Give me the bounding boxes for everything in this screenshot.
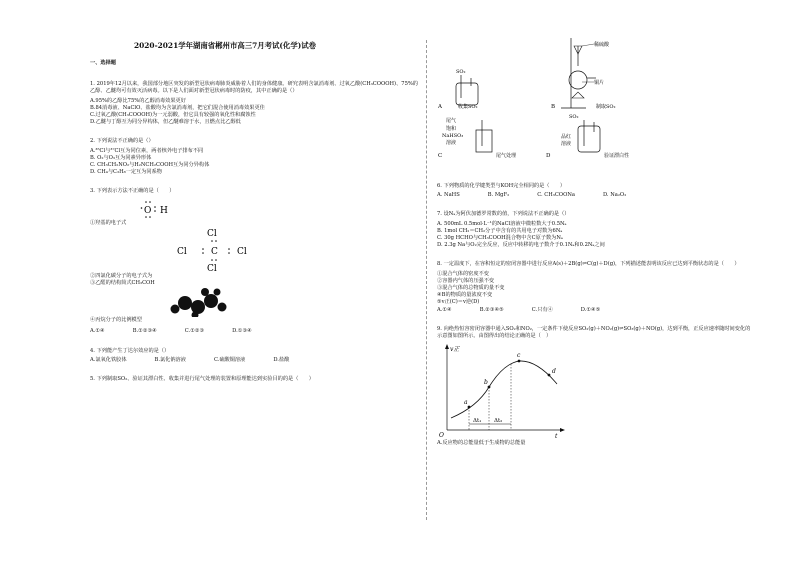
so2-label-d: SO₂	[569, 114, 579, 120]
question-stem: 5. 下列制取SO₂、验证其漂白性、收集并进行尾气处理的装置和原理能达到实验目的的是（ ）	[90, 376, 314, 383]
beaker-c	[476, 130, 492, 152]
item-5: ⑤v正(C)＝v逆(D)	[437, 299, 480, 306]
propane-space-filling-model	[165, 287, 235, 317]
question-2	[90, 138, 418, 176]
option-b: B.②③④⑤	[479, 306, 504, 313]
option-d: D.乙醚与丁醇互为同分异构体，但乙醚难溶于水，且燃点比乙醇低	[90, 119, 241, 126]
svg-text:C: C	[211, 246, 218, 257]
question-8	[437, 261, 755, 313]
column-divider	[426, 40, 427, 520]
svg-text:Cl: Cl	[177, 246, 187, 257]
option-d: D. Na₂O₂	[602, 192, 627, 199]
question-9	[437, 326, 755, 448]
svg-text:H: H	[160, 205, 168, 216]
delta-t1-label: Δt₁	[473, 418, 482, 425]
svg-text:Cl: Cl	[207, 228, 217, 239]
option-a: A.95%的乙醇比75%的乙醇消毒效果更好	[90, 97, 186, 104]
flask-b	[569, 71, 587, 89]
apparatus-figure	[436, 38, 636, 163]
option-c: C.硫酸铜溶液	[213, 356, 246, 363]
gas-bottle-d	[578, 126, 600, 152]
left-column	[90, 60, 418, 385]
label-d: D	[546, 153, 551, 159]
point-a-label: a	[464, 399, 468, 407]
gas-bottle-a	[456, 83, 478, 105]
fuchsin-label-2: 溶液	[561, 141, 572, 147]
point-b-label: b	[484, 379, 488, 387]
question-stem: 7. 设Nₐ为阿伏加德罗常数的值，下列说法不正确的是（）	[437, 211, 570, 218]
svg-text:Cl: Cl	[207, 263, 217, 273]
item-4: ④丙烷分子的比例模型	[90, 317, 142, 324]
option-b: B.氯化钠溶液	[154, 356, 186, 363]
option-b: B.84消毒液、NaClO、盐酸均为含氯消毒剂，把它们混合使用消毒效果更佳	[90, 104, 265, 111]
option-a: A.①④	[90, 328, 105, 335]
option-a: A. 500mL 0.5mol·L⁻¹的NaCl溶液中微粒数大于0.5Nₐ	[437, 220, 567, 227]
item-3: ③乙醛的结构简式CH₃COH	[90, 280, 155, 287]
item-3: ③混合气体的总物质的量不变	[437, 285, 505, 292]
caption-b: 制取SO₂	[596, 104, 616, 110]
solution-label-3: 溶液	[446, 140, 457, 146]
question-stem: 3. 下列表示方法不正确的是（ ）	[90, 188, 175, 195]
option-d: D.①④⑤	[580, 306, 601, 313]
so2-label-a: SO₂	[456, 69, 466, 75]
label-c: C	[438, 153, 443, 159]
item-4: ④B的物质的量浓度不变	[437, 292, 493, 299]
option-a: A.氯氧化铁胶体	[90, 356, 127, 363]
question-6	[437, 183, 755, 199]
burner-flame	[572, 92, 584, 98]
tail-gas-label: 尾气	[446, 118, 457, 124]
svg-text:O: O	[144, 205, 152, 216]
right-column	[437, 183, 755, 447]
caption-a: 收集SO₂	[458, 104, 478, 110]
fuchsin-label-1: 品红	[561, 134, 572, 140]
item-1: ①羟基的电子式	[90, 219, 127, 226]
question-stem: 6. 下列物质的化学键类型与KOH完全相同的是（ ）	[437, 183, 566, 189]
question-stem: 4. 下列能产生丁达尔效应的是（）	[90, 347, 170, 354]
question-5	[90, 376, 418, 383]
solution-label-1: 饱和	[446, 126, 457, 132]
option-a: A.反应物的总能量低于生成物的总能量	[437, 440, 526, 447]
option-c: C. 30g HCHO与CH₃COOH混合物中含C原子数为Nₐ	[437, 235, 563, 242]
option-b: B.①②③④	[132, 328, 157, 335]
option-b: B. 1mol CH₂＝CH₂分子中含有的共用电子对数为6Nₐ	[437, 227, 563, 234]
option-c: C.①②③	[184, 328, 205, 335]
option-a: A.①④	[437, 306, 452, 313]
rate-curve	[451, 361, 557, 418]
copper-label: 铜片	[594, 80, 605, 86]
delta-t2-label: Δt₂	[494, 418, 503, 425]
y-axis-label: v正	[450, 346, 460, 354]
question-stem: 1. 2019年12月以来，我国部分地区突发的新型冠状病毒肺炎威胁着人们的身体健康。研究表明含氯消毒剂、过氧乙酸(CH₃COOOH)、75%的乙醇、乙醚均可有效灭活病毒。以下是人们面对新型冠状病毒时的防疫，其中正确的是（）	[90, 81, 418, 95]
question-stem: 9. 向绝热恒容密闭容器中通入SO₂和NO₂，一定条件下使反应SO₂(g)＋NO₂(g)⇌SO₃(g)＋NO(g)，达到平衡，正反应速率随时间变化的示意图如图所示。由图得出的结论正确的是（ ）	[437, 325, 751, 340]
ccl4-electron-formula	[175, 227, 255, 273]
option-c: C. CH₃CH₂NO₂与H₂NCH₂COOH互为同分异构体	[90, 162, 210, 169]
option-d: D.①③④	[232, 328, 252, 335]
item-2: ②四氯化碳分子的电子式为	[90, 272, 153, 279]
item-2: ②容器内气体的压强不变	[437, 277, 495, 284]
svg-text:Cl: Cl	[237, 246, 247, 257]
question-stem: 2. 下列说法不正确的是（）	[90, 138, 154, 145]
point-d	[548, 374, 551, 377]
origin-label: O	[439, 432, 444, 439]
x-axis-label: t	[555, 433, 558, 439]
question-3	[90, 188, 418, 335]
acid-label: 稀硫酸	[594, 42, 610, 48]
option-a: A.³⁵Cl与³⁷Cl互为同位素，两者核外电子排布不同	[90, 147, 204, 154]
section-heading: 一、选择题	[90, 60, 116, 66]
label-b: B	[551, 104, 556, 110]
option-d: D.盐酸	[273, 356, 290, 363]
hydroxyl-electron-formula	[140, 198, 180, 220]
question-stem: 8. 一定温度下，在容积恒定的密闭容器中进行反应A(s)＋2B(g)⇌C(g)＋D(g)，下列描述能表明该反应已达到平衡状态的是（ ）	[437, 261, 740, 268]
option-c: C. CH₃COONa	[537, 192, 575, 199]
question-1	[90, 81, 418, 126]
option-a: A. NaHS	[437, 192, 460, 199]
solution-label-2: NaHSO₃	[442, 133, 464, 139]
option-b: B. MgF₂	[487, 192, 510, 199]
label-a: A	[438, 104, 442, 110]
option-d: D. 2.3g Na与O₂完全反应，反应中转移的电子数介于0.1Nₐ和0.2Nₐ之间	[437, 242, 605, 249]
point-c	[518, 360, 521, 363]
option-b: B. O₂与O₃互为同素异形体	[90, 154, 152, 161]
point-c-label: c	[517, 352, 521, 360]
page-title: 2020-2021学年湖南省郴州市高三7月考试(化学)试卷	[134, 41, 316, 50]
option-d: D. CH₄与C₃H₈一定互为同系物	[90, 169, 162, 176]
rate-time-graph	[437, 342, 567, 438]
question-7	[437, 211, 755, 249]
question-4	[90, 348, 418, 364]
option-c: C.只有④	[531, 306, 553, 313]
item-1: ①混合气体的密度不变	[437, 270, 489, 277]
caption-c: 尾气处理	[496, 153, 517, 159]
point-d-label: d	[552, 368, 556, 376]
caption-d: 验证漂白性	[604, 153, 630, 159]
option-c: C.过氧乙酸(CH₃COOOH)为一元弱酸，但它具有较强的氧化性和腐蚀性	[90, 112, 256, 119]
